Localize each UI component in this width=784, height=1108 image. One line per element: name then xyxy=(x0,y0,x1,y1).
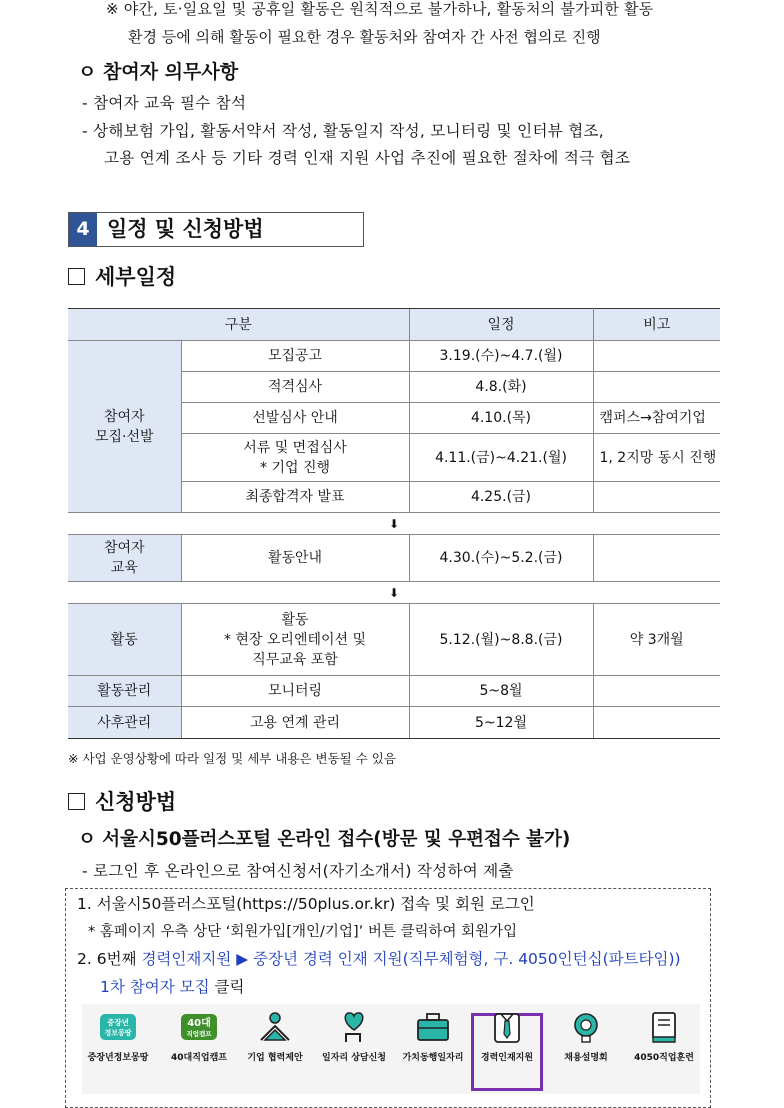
group-label-education: 참여자 교육 xyxy=(68,535,181,582)
row-date: 4.10.(목) xyxy=(409,403,593,434)
row-date: 5~8월 xyxy=(409,676,593,707)
arrow-row xyxy=(68,582,720,604)
row-note xyxy=(593,482,720,513)
apply-sub-item: - 로그인 후 온라인으로 참여신청서(자기소개서) 작성하여 제출 xyxy=(82,862,514,880)
header-note: 비고 xyxy=(593,309,720,341)
row-item: 최종합격자 발표 xyxy=(181,482,409,513)
row-note xyxy=(593,707,720,739)
duties-heading: ㅇ 참여자 의무사항 xyxy=(78,61,239,83)
row-date: 3.19.(수)~4.7.(월) xyxy=(409,341,593,372)
svg-text:정보몽땅: 정보몽땅 xyxy=(104,1029,132,1037)
group-label-recruit: 참여자 모집·선발 xyxy=(68,341,181,513)
step-1-note: * 홈페이지 우측 상단 ‘회원가입[개인/기업]’ 버튼 클릭하여 회원가입 xyxy=(88,924,518,940)
table-row xyxy=(68,341,720,372)
shirt-tie-icon xyxy=(487,1010,527,1044)
schedule-footnote: ※ 사업 운영상황에 따라 일정 및 세부 내용은 변동될 수 있음 xyxy=(68,751,396,766)
briefcase-icon xyxy=(413,1010,453,1044)
apply-heading: 신청방법 xyxy=(68,786,176,816)
table-row xyxy=(68,707,720,739)
checkbox-square-icon xyxy=(68,268,85,285)
portal-item-counsel[interactable]: 일자리 상담신청 xyxy=(314,1010,394,1063)
info-badge-icon xyxy=(98,1010,138,1044)
row-item: 모니터링 xyxy=(181,676,409,707)
group-label-activity: 활동 xyxy=(68,604,181,676)
table-row xyxy=(68,604,720,676)
schedule-heading: 세부일정 xyxy=(68,261,176,291)
row-item: 고용 연계 관리 xyxy=(181,707,409,739)
row-item: 활동 * 현장 오리엔테이션 및 직무교육 포함 xyxy=(181,604,409,676)
arrow-row xyxy=(68,513,720,535)
row-note: 캠퍼스→참여기업 xyxy=(593,403,720,434)
book-icon xyxy=(644,1010,684,1044)
row-date: 4.30.(수)~5.2.(금) xyxy=(409,535,593,582)
header-date: 일정 xyxy=(409,309,593,341)
row-note xyxy=(593,341,720,372)
portal-item-career-talent[interactable]: 경력인재지원 xyxy=(467,1010,547,1063)
row-item: 활동안내 xyxy=(181,535,409,582)
section-number: 4 xyxy=(69,213,97,246)
portal-item-training[interactable]: 4050직업훈련 xyxy=(624,1010,704,1063)
checkbox-square-icon xyxy=(68,793,85,810)
step-2-cont: 1차 참여자 모집 클릭 xyxy=(100,978,245,996)
step-2-path: 경력인재지원 ▶ 중장년 경력 인재 지원(직무체험형, 구. 4050인턴십(파트타임)) xyxy=(141,950,681,968)
section-title: 일정 및 신청방법 xyxy=(107,217,264,241)
down-arrow-icon: ⬇ xyxy=(68,513,720,535)
svg-text:중장년: 중장년 xyxy=(107,1018,129,1027)
step-1: 1. 서울시50플러스포털(https://50plus.or.kr) 접속 및 회원 로그인 xyxy=(77,895,535,913)
row-item: 서류 및 면접심사 * 기업 진행 xyxy=(181,434,409,482)
row-item: 적격심사 xyxy=(181,372,409,403)
svg-text:40대: 40대 xyxy=(187,1018,211,1029)
group-label-followup: 사후관리 xyxy=(68,707,181,739)
row-note xyxy=(593,535,720,582)
row-item: 선발심사 안내 xyxy=(181,403,409,434)
duties-item-2: - 상해보험 가입, 활동서약서 작성, 활동일지 작성, 모니터링 및 인터뷰 협조, xyxy=(82,122,604,140)
portal-item-info[interactable]: 중장년 정보몽땅 중장년정보몽땅 xyxy=(78,1010,158,1063)
row-date: 5~12월 xyxy=(409,707,593,739)
portal-item-job-fair[interactable]: 채용설명회 xyxy=(546,1010,626,1063)
row-date: 5.12.(월)~8.8.(금) xyxy=(409,604,593,676)
schedule-table xyxy=(68,308,720,739)
group-label-management: 활동관리 xyxy=(68,676,181,707)
section-4-header xyxy=(68,212,364,247)
duties-item-2-cont: 고용 연계 조사 등 기타 경력 인재 지원 사업 추진에 필요한 절차에 적극 협조 xyxy=(104,149,631,167)
duties-item-1: - 참여자 교육 필수 참석 xyxy=(82,94,247,112)
step-2-link[interactable]: 1차 참여자 모집 xyxy=(100,978,210,996)
table-row xyxy=(68,535,720,582)
portal-item-value-jobs[interactable]: 가치동행일자리 xyxy=(393,1010,473,1063)
apply-sub-heading: ㅇ 서울시50플러스포털 온라인 접수(방문 및 우편접수 불가) xyxy=(78,829,571,850)
row-date: 4.8.(화) xyxy=(409,372,593,403)
portal-item-camp[interactable]: 40대 직업캠프 40대직업캠프 xyxy=(159,1010,239,1063)
row-date: 4.25.(금) xyxy=(409,482,593,513)
heart-hand-icon xyxy=(334,1010,374,1044)
portal-item-partner[interactable]: 기업 협력제안 xyxy=(235,1010,315,1063)
step-2: 2. 6번째 경력인재지원 ▶ 중장년 경력 인재 지원(직무체험형, 구. 4050인턴십(파트타임)) xyxy=(77,950,681,968)
camp-badge-icon xyxy=(179,1010,219,1044)
row-note xyxy=(593,372,720,403)
note-line-1: ※ 야간, 토·일요일 및 공휴일 활동은 원칙적으로 불가하나, 활동처의 불가피한 활동 xyxy=(106,0,654,18)
table-row xyxy=(68,676,720,707)
svg-text:직업캠프: 직업캠프 xyxy=(186,1030,212,1038)
row-note: 1, 2지망 동시 진행 xyxy=(593,434,720,482)
row-item: 모집공고 xyxy=(181,341,409,372)
row-date: 4.11.(금)~4.21.(월) xyxy=(409,434,593,482)
lightbulb-icon xyxy=(566,1010,606,1044)
row-note xyxy=(593,676,720,707)
table-header-row xyxy=(68,309,720,341)
row-note: 약 3개월 xyxy=(593,604,720,676)
note-line-2: 환경 등에 의해 활동이 필요한 경우 활동처와 참여자 간 사전 협의로 진행 xyxy=(128,28,601,46)
down-arrow-icon: ⬇ xyxy=(68,582,720,604)
handshake-icon xyxy=(255,1010,295,1044)
header-category: 구분 xyxy=(68,309,409,341)
